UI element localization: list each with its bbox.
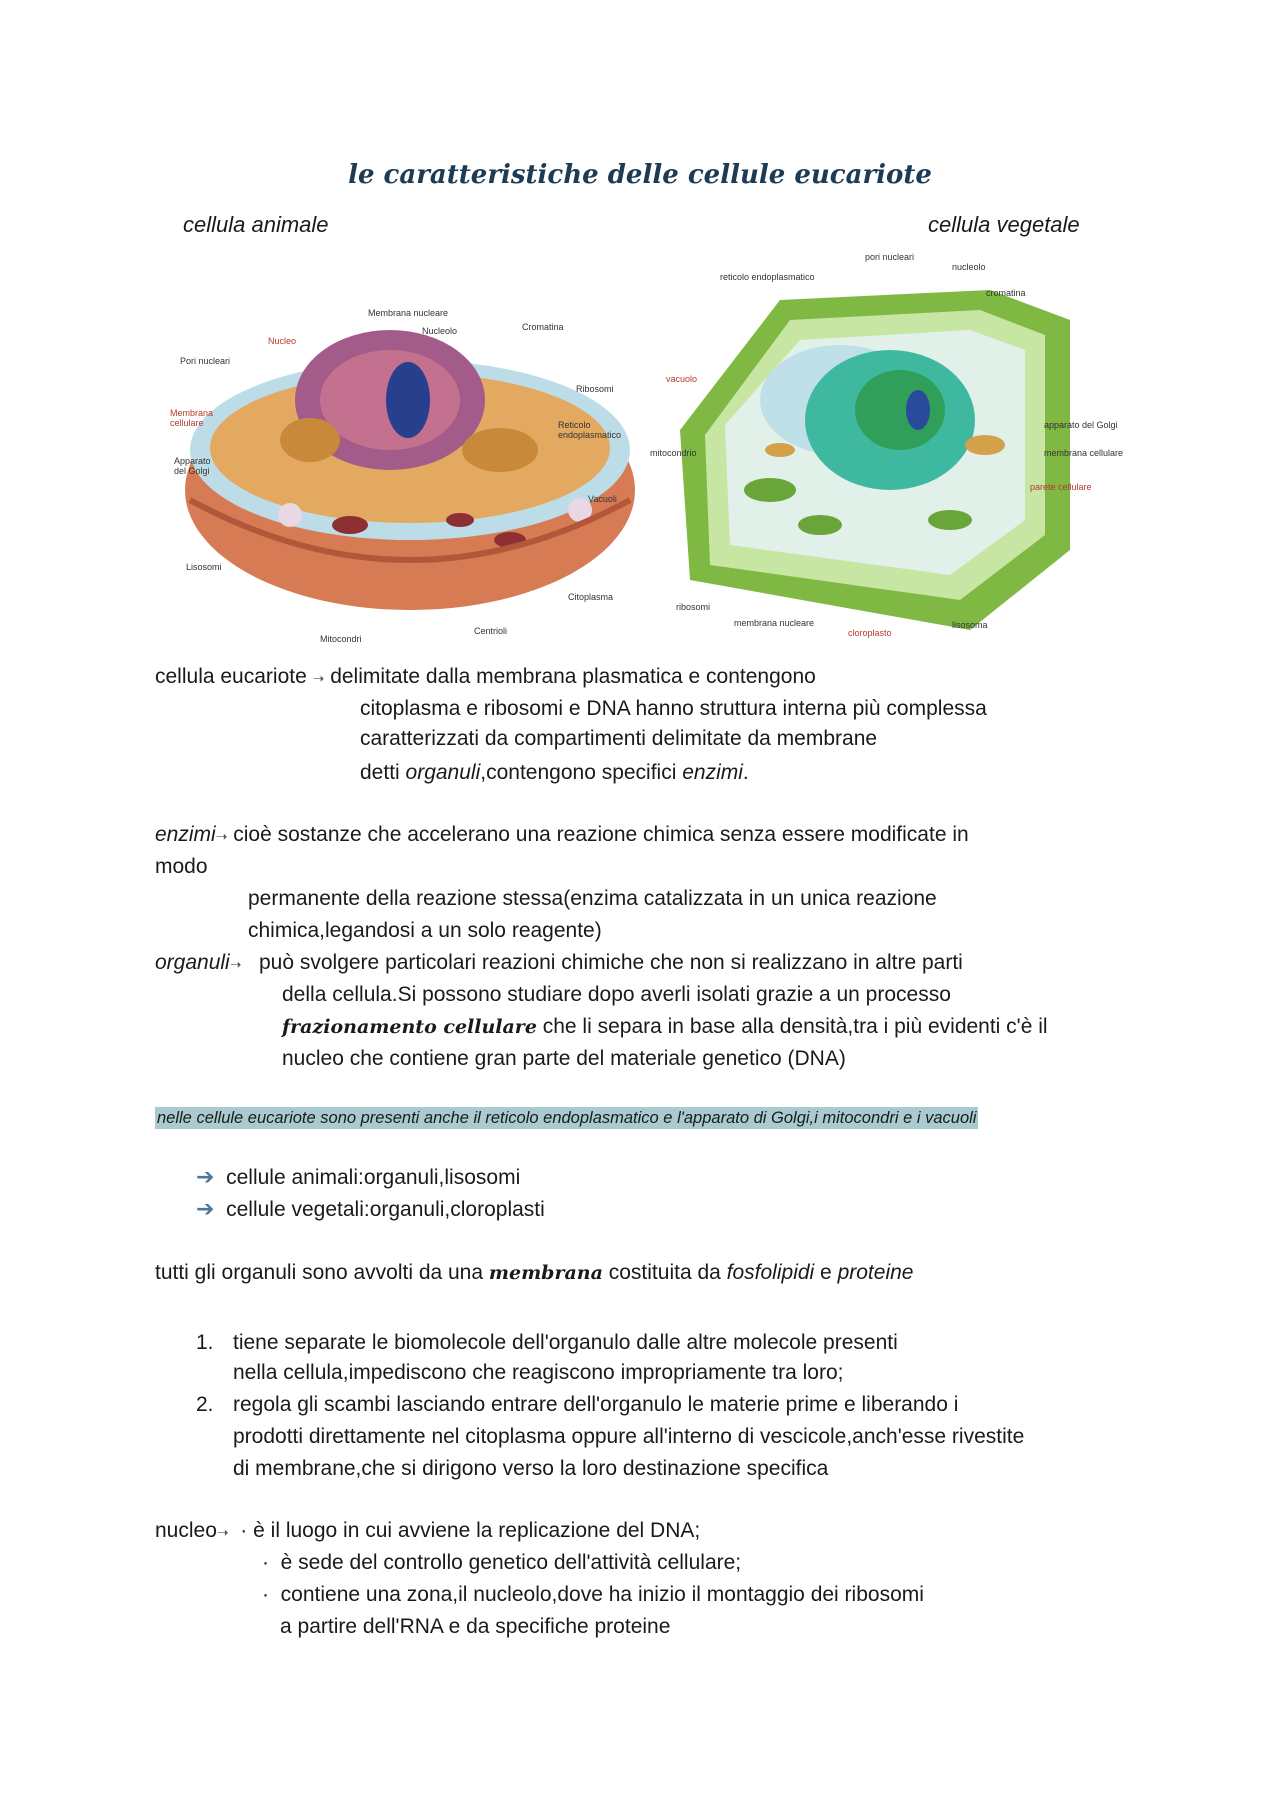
plabel-parete: parete cellulare [1030, 482, 1092, 492]
bullet-dot: · [240, 1519, 248, 1542]
num-2-line1: regola gli scambi lasciando entrare dell'organulo le materie prime e liberando i [233, 1393, 959, 1416]
nucleo-line4: a partire dell'RNA e da specifiche proteine [280, 1615, 671, 1638]
plabel-ribosomi: ribosomi [676, 602, 711, 612]
num-2-marker: 2. [196, 1393, 214, 1416]
p3-line3: frazionamento cellulare che li separa in base alla densità,tra i più evidenti c'è il [282, 1015, 1048, 1038]
p2-line1b: modo [155, 855, 208, 878]
p3-line4: nucleo che contiene gran parte del materiale genetico (DNA) [282, 1047, 846, 1070]
num-1-line2: nella cellula,impediscono che reagiscono impropriamente tra loro; [233, 1361, 844, 1384]
arrow-item-1: ➔ cellule animali:organuli,lisosomi [196, 1164, 521, 1189]
plabel-cromatina: cromatina [986, 288, 1026, 298]
label-nucleo: Nucleo [268, 336, 297, 346]
arrow-icon: ➝ [229, 956, 242, 972]
page-title: le caratteristiche delle cellule eucariote [348, 160, 932, 190]
plant-cell-figure [650, 250, 1140, 650]
highlight-note: nelle cellule eucariote sono presenti anche il reticolo endoplasmatico e l'apparato di Golgi,i mitocondri e i vacuoli [157, 1109, 977, 1127]
plabel-cloroplasto: cloroplasto [848, 628, 892, 638]
label-cromatina: Cromatina [522, 322, 564, 332]
arrow-icon: ➝ [216, 1524, 229, 1540]
p2-line2: permanente della reazione stessa(enzima catalizzata in un unica reazione [248, 887, 937, 910]
nucleo-line3: · contiene una zona,il nucleolo,dove ha inizio il montaggio dei ribosomi [262, 1583, 924, 1606]
label-lisosomi: Lisosomi [186, 562, 222, 572]
p1-line2: citoplasma e ribosomi e DNA hanno struttura interna più complessa [360, 697, 987, 720]
animal-cell-figure [160, 300, 640, 650]
p1-line4: detti organuli,contengono specifici enzimi. [360, 761, 749, 784]
subtitle-plant: cellula vegetale [928, 212, 1080, 237]
p3-line1: organuli➝ può svolgere particolari reazioni chimiche che non si realizzano in altre parti [155, 951, 963, 974]
label-centrioli: Centrioli [474, 626, 508, 636]
arrow-icon: ➝ [215, 828, 228, 844]
p1-line1: cellula eucariote ➝ delimitate dalla membrana plasmatica e contengono [155, 665, 816, 688]
right-arrow-icon: ➔ [196, 1196, 215, 1221]
plabel-nucleolo: nucleolo [952, 262, 986, 272]
arrow-item-2: ➔ cellule vegetali:organuli,cloroplasti [196, 1196, 545, 1221]
plabel-mitocondrio: mitocondrio [650, 448, 697, 458]
plabel-lisosoma: lisosoma [952, 620, 988, 630]
plabel-vacuolo: vacuolo [666, 374, 698, 384]
plabel-reticolo: reticolo endoplasmatico [720, 272, 815, 282]
num-1-line1: tiene separate le biomolecole dell'organulo dalle altre molecole presenti [233, 1331, 898, 1354]
arrow-icon: ➝ [312, 670, 325, 686]
label-golgi: Apparato del Golgi [174, 456, 211, 476]
label-ribosomi: Ribosomi [576, 384, 614, 394]
label-membrana-cellulare: Membrana cellulare [170, 408, 214, 428]
p2-line3: chimica,legandosi a un solo reagente) [248, 919, 602, 942]
plabel-membrana-nucleare: membrana nucleare [734, 618, 815, 628]
num-2-line3: di membrane,che si dirigono verso la loro destinazione specifica [233, 1457, 829, 1480]
num-1-marker: 1. [196, 1331, 214, 1354]
label-vacuoli: Vacuoli [588, 494, 617, 504]
bullet-dot: · [262, 1551, 269, 1574]
label-nucleolo: Nucleolo [422, 326, 458, 336]
plabel-golgi: apparato del Golgi [1044, 420, 1118, 430]
nucleo-line1: nucleo➝ · è il luogo in cui avviene la replicazione del DNA; [155, 1519, 701, 1542]
label-mitocondri: Mitocondri [320, 634, 362, 644]
right-arrow-icon: ➔ [196, 1164, 215, 1189]
p3-line2: della cellula.Si possono studiare dopo averli isolati grazie a un processo [282, 983, 951, 1006]
bullet-dot: · [262, 1583, 269, 1606]
label-pori-nucleari: Pori nucleari [180, 356, 231, 366]
label-reticolo: Reticolo endoplasmatico [558, 420, 622, 440]
plabel-membrana-cellulare: membrana cellulare [1044, 448, 1124, 458]
nucleo-line2: · è sede del controllo genetico dell'attività cellulare; [262, 1551, 742, 1574]
label-citoplasma: Citoplasma [568, 592, 614, 602]
p4-line: tutti gli organuli sono avvolti da una membrana costituita da fosfolipidi e proteine [155, 1261, 914, 1284]
label-membrana-nucleare: Membrana nucleare [368, 308, 449, 318]
p2-line1: enzimi➝ cioè sostanze che accelerano una reazione chimica senza essere modificate in [155, 823, 969, 846]
num-2-line2: prodotti direttamente nel citoplasma oppure all'interno di vescicole,anch'esse rivestite [233, 1425, 1025, 1448]
subtitle-animal: cellula animale [183, 212, 329, 237]
p1-line3: caratterizzati da compartimenti delimitate da membrane [360, 727, 878, 750]
plabel-pori-nucleari: pori nucleari [865, 252, 915, 262]
